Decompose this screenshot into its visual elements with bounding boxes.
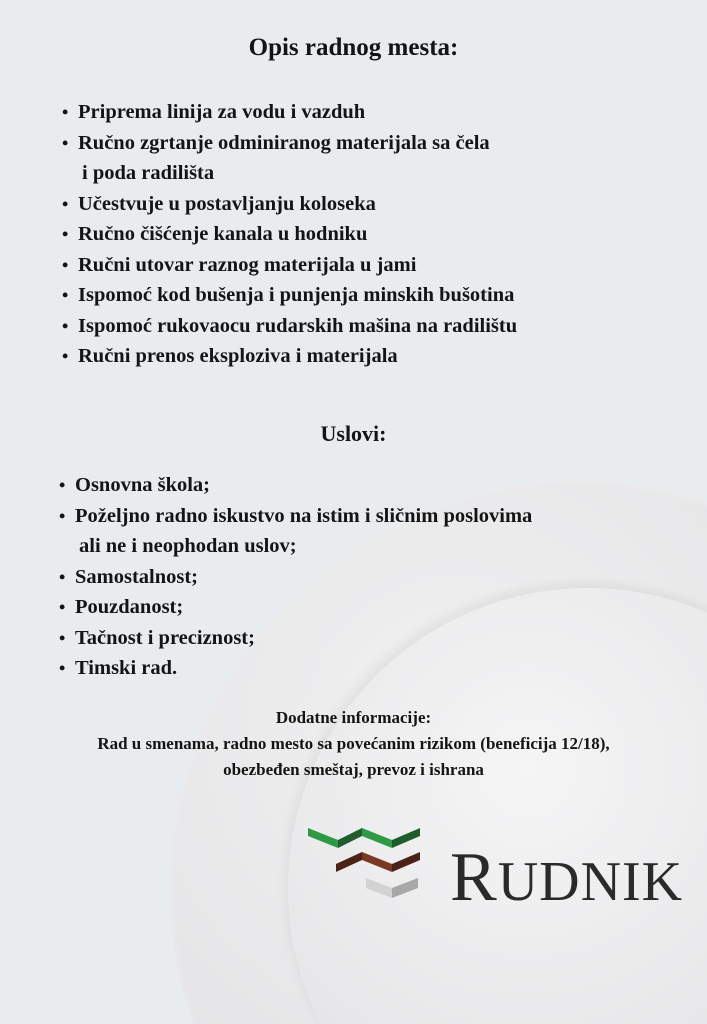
logo-wordmark [450,838,683,918]
logo-stripe-green-midright [362,828,392,848]
logo-stripe-green-mid [338,828,362,848]
duties-title: Opis radnog mesta: [248,34,459,61]
logo-rest-letters: UDNIK [497,851,684,913]
rudnik-logo [300,820,700,920]
duties-list [62,97,517,372]
condition-item: • Samostalnost; [59,562,532,593]
duty-item: • Priprema linija za vodu i vazduh [62,97,517,128]
duty-item: • Ispomoć rukovaocu rudarskih mašina na radilištu [62,311,517,342]
additional-info [0,705,707,783]
logo-stripe-gray-left [366,878,392,898]
condition-item: • Timski rad. [59,653,532,684]
logo-stripe-brown-mid [362,852,392,872]
rudnik-chevron-icon [300,820,430,910]
duty-item: • Ručno zgrtanje odminiranog materijala sa čela [62,128,517,159]
conditions-title: Uslovi: [320,421,387,446]
condition-item: • Poželjno radno iskustvo na istim i sličnim poslovima [59,501,532,532]
condition-item: • Pouzdanost; [59,592,532,623]
logo-stripe-brown-right [392,852,420,872]
logo-first-letter: R [450,839,498,916]
additional-info-line: Rad u smenama, radno mesto sa povećanim rizikom (beneficija 12/18), [97,734,610,753]
duty-item: • Ručni utovar raznog materijala u jami [62,250,517,281]
logo-stripe-brown-left [336,852,362,872]
additional-info-line: obezbeđen smeštaj, prevoz i ishrana [223,760,484,779]
condition-item-continuation: ali ne i neophodan uslov; [79,535,297,557]
condition-item: • Tačnost i preciznost; [59,623,532,654]
logo-stripe-green-left [308,828,338,848]
duty-item: • Ispomoć kod bušenja i punjenja minskih bušotina [62,280,517,311]
logo-stripe-gray-right [392,878,418,898]
duty-item: • Ručni prenos eksploziva i materijala [62,341,517,372]
duty-item: • Učestvuje u postavljanju koloseka [62,189,517,220]
condition-item: • Osnovna škola; [59,470,532,501]
duty-item-continuation: i poda radilišta [82,162,215,184]
additional-info-title: Dodatne informacije: [275,708,432,727]
logo-stripe-green-right [392,828,420,848]
duty-item: • Ručno čišćenje kanala u hodniku [62,219,517,250]
conditions-list [59,470,532,684]
